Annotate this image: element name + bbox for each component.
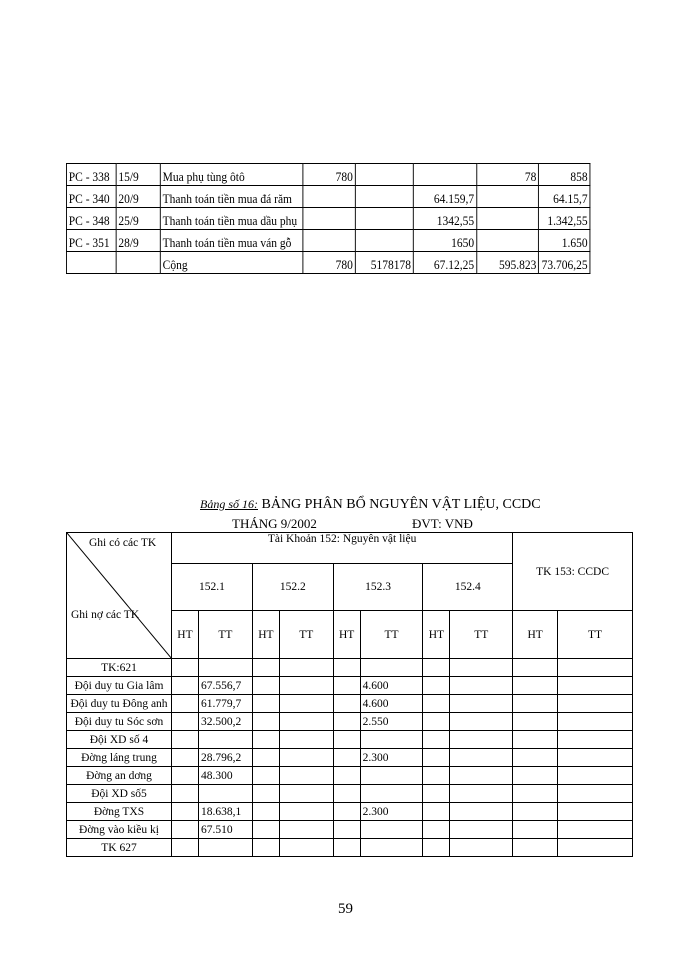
- row-label: TK 627: [67, 839, 172, 857]
- empty-cell: [450, 677, 513, 695]
- ledger-cell-c1: [303, 186, 355, 208]
- allocation-row: [67, 785, 633, 803]
- empty-cell: [279, 695, 333, 713]
- empty-cell: [558, 839, 633, 857]
- ledger-cell-code: PC - 340: [66, 186, 116, 208]
- ledger-table: [66, 163, 590, 274]
- empty-cell: [252, 803, 279, 821]
- cell-152-3-tt: [360, 821, 423, 839]
- ledger-row: [66, 186, 589, 208]
- ledger-cell-code: [66, 252, 116, 274]
- ledger-cell-c4: [476, 186, 538, 208]
- ledger-row: [66, 164, 589, 186]
- ledger-cell-c5: 1.342,55: [539, 208, 590, 230]
- empty-cell: [333, 785, 360, 803]
- row-label: Đội duy tu Sóc sơn: [67, 713, 172, 731]
- row-label: Đờng vào kiều kị: [67, 821, 172, 839]
- allocation-row: [67, 803, 633, 821]
- sub-account-header: 152.2: [252, 564, 333, 611]
- ledger-cell-c5: 1.650: [539, 230, 590, 252]
- empty-cell: [450, 785, 513, 803]
- cell-152-1-tt: 18.638,1: [198, 803, 252, 821]
- cell-152-3-tt: [360, 785, 423, 803]
- page-number: 59: [338, 901, 353, 917]
- row-label: Đờng TXS: [67, 803, 172, 821]
- ledger-cell-c2: [355, 186, 413, 208]
- row-label: Đội duy tu Đông anh: [67, 695, 172, 713]
- empty-cell: [333, 677, 360, 695]
- sub-account-header: 152.4: [423, 564, 513, 611]
- empty-cell: [558, 731, 633, 749]
- empty-cell: [450, 767, 513, 785]
- empty-cell: [279, 731, 333, 749]
- empty-cell: [333, 767, 360, 785]
- empty-cell: [279, 749, 333, 767]
- cell-152-3-tt: 2.300: [360, 749, 423, 767]
- empty-cell: [279, 713, 333, 731]
- ledger-cell-date: [116, 252, 160, 274]
- empty-cell: [450, 749, 513, 767]
- col-tt: TT: [360, 611, 423, 659]
- col-tt: TT: [450, 611, 513, 659]
- empty-cell: [423, 785, 450, 803]
- empty-cell: [513, 785, 558, 803]
- ledger-cell-date: 28/9: [116, 230, 160, 252]
- ledger-cell-code: PC - 348: [66, 208, 116, 230]
- ledger-cell-desc: Mua phụ tùng ôtô: [160, 164, 303, 186]
- empty-cell: [252, 839, 279, 857]
- cell-152-3-tt: [360, 839, 423, 857]
- empty-cell: [423, 821, 450, 839]
- ledger-cell-c3: 64.159,7: [413, 186, 476, 208]
- empty-cell: [171, 677, 198, 695]
- ledger-cell-c3: 1342,55: [413, 208, 476, 230]
- empty-cell: [279, 803, 333, 821]
- empty-cell: [513, 713, 558, 731]
- empty-cell: [423, 677, 450, 695]
- empty-cell: [513, 749, 558, 767]
- empty-cell: [333, 749, 360, 767]
- allocation-row: [67, 749, 633, 767]
- empty-cell: [171, 731, 198, 749]
- ledger-row: [66, 252, 589, 274]
- cell-152-1-tt: 48.300: [198, 767, 252, 785]
- empty-cell: [252, 767, 279, 785]
- empty-cell: [171, 803, 198, 821]
- ledger-row: [66, 230, 589, 252]
- allocation-table: [66, 532, 633, 857]
- empty-cell: [450, 713, 513, 731]
- empty-cell: [513, 839, 558, 857]
- ledger-cell-date: 25/9: [116, 208, 160, 230]
- empty-cell: [423, 839, 450, 857]
- empty-cell: [450, 803, 513, 821]
- cell-152-1-tt: [198, 785, 252, 803]
- empty-cell: [333, 659, 360, 677]
- account-152-header: Tài Khoản 152: Nguyên vật liệu: [171, 533, 512, 564]
- empty-cell: [558, 749, 633, 767]
- cell-152-3-tt: 4.600: [360, 677, 423, 695]
- row-label: Đờng láng trung: [67, 749, 172, 767]
- empty-cell: [279, 821, 333, 839]
- empty-cell: [252, 659, 279, 677]
- col-ht: HT: [252, 611, 279, 659]
- allocation-month: THÁNG 9/2002: [232, 516, 317, 531]
- ledger-cell-c5: 73.706,25: [539, 252, 590, 274]
- empty-cell: [333, 713, 360, 731]
- empty-cell: [423, 713, 450, 731]
- col-tt: TT: [198, 611, 252, 659]
- col-tt: TT: [279, 611, 333, 659]
- ledger-row: [66, 208, 589, 230]
- empty-cell: [333, 731, 360, 749]
- ledger-cell-desc: Thanh toán tiền mua ván gỗ: [160, 230, 303, 252]
- allocation-body: [67, 659, 633, 857]
- empty-cell: [558, 677, 633, 695]
- allocation-row: [67, 821, 633, 839]
- empty-cell: [252, 821, 279, 839]
- empty-cell: [252, 785, 279, 803]
- empty-cell: [558, 803, 633, 821]
- empty-cell: [423, 659, 450, 677]
- cell-152-3-tt: 2.300: [360, 803, 423, 821]
- ledger-body: [66, 164, 589, 274]
- empty-cell: [252, 731, 279, 749]
- empty-cell: [513, 767, 558, 785]
- empty-cell: [171, 767, 198, 785]
- empty-cell: [450, 695, 513, 713]
- empty-cell: [171, 659, 198, 677]
- empty-cell: [513, 659, 558, 677]
- ledger-cell-c2: [355, 230, 413, 252]
- empty-cell: [558, 659, 633, 677]
- empty-cell: [423, 695, 450, 713]
- empty-cell: [450, 821, 513, 839]
- table-caption: Bảng số 16:: [200, 497, 258, 511]
- empty-cell: [279, 677, 333, 695]
- ledger-cell-c1: [303, 208, 355, 230]
- allocation-row: [67, 767, 633, 785]
- ledger-cell-c4: [476, 230, 538, 252]
- empty-cell: [171, 839, 198, 857]
- cell-152-1-tt: 28.796,2: [198, 749, 252, 767]
- ledger-cell-c4: [476, 208, 538, 230]
- cell-152-3-tt: [360, 659, 423, 677]
- empty-cell: [450, 659, 513, 677]
- col-ht: HT: [333, 611, 360, 659]
- allocation-row: [67, 731, 633, 749]
- empty-cell: [171, 749, 198, 767]
- col-tt: TT: [558, 611, 633, 659]
- allocation-row: [67, 695, 633, 713]
- cell-152-3-tt: 4.600: [360, 695, 423, 713]
- cell-152-1-tt: 67.556,7: [198, 677, 252, 695]
- cell-152-1-tt: 67.510: [198, 821, 252, 839]
- ledger-cell-c2: [355, 164, 413, 186]
- ledger-cell-c5: 858: [539, 164, 590, 186]
- ledger-cell-c3: [413, 164, 476, 186]
- cell-152-1-tt: [198, 731, 252, 749]
- allocation-row: [67, 659, 633, 677]
- empty-cell: [279, 767, 333, 785]
- empty-cell: [252, 695, 279, 713]
- cell-152-1-tt: 32.500,2: [198, 713, 252, 731]
- empty-cell: [558, 785, 633, 803]
- ledger-cell-c4: 595.823: [476, 252, 538, 274]
- cell-152-3-tt: 2.550: [360, 713, 423, 731]
- ledger-cell-c3: 1650: [413, 230, 476, 252]
- empty-cell: [252, 749, 279, 767]
- empty-cell: [333, 839, 360, 857]
- row-label: Đờng an dơng: [67, 767, 172, 785]
- empty-cell: [171, 695, 198, 713]
- corner-debit-label: Ghi nợ các TK: [71, 609, 140, 621]
- corner-credit-label: Ghi có các TK: [89, 537, 157, 549]
- cell-152-3-tt: [360, 767, 423, 785]
- cell-152-1-tt: 61.779,7: [198, 695, 252, 713]
- ledger-cell-c4: 78: [476, 164, 538, 186]
- empty-cell: [558, 767, 633, 785]
- row-label: Đội duy tu Gia lâm: [67, 677, 172, 695]
- ledger-cell-c1: 780: [303, 252, 355, 274]
- empty-cell: [558, 713, 633, 731]
- empty-cell: [450, 731, 513, 749]
- empty-cell: [252, 713, 279, 731]
- empty-cell: [513, 695, 558, 713]
- account-153-header: TK 153: CCDC: [513, 533, 633, 611]
- empty-cell: [423, 767, 450, 785]
- col-ht: HT: [513, 611, 558, 659]
- col-ht: HT: [423, 611, 450, 659]
- sub-account-header: 152.3: [333, 564, 423, 611]
- allocation-row: [67, 839, 633, 857]
- ledger-cell-c3: 67.12,25: [413, 252, 476, 274]
- empty-cell: [171, 821, 198, 839]
- row-label: Đội XD số5: [67, 785, 172, 803]
- empty-cell: [171, 713, 198, 731]
- empty-cell: [333, 803, 360, 821]
- empty-cell: [423, 803, 450, 821]
- row-label: TK:621: [67, 659, 172, 677]
- corner-diagonal-line: [67, 533, 172, 659]
- cell-152-3-tt: [360, 731, 423, 749]
- ledger-cell-desc: Cộng: [160, 252, 303, 274]
- ledger-cell-desc: Thanh toán tiền mua đá răm: [160, 186, 303, 208]
- empty-cell: [279, 785, 333, 803]
- allocation-row: [67, 713, 633, 731]
- ledger-cell-c2: [355, 208, 413, 230]
- empty-cell: [333, 821, 360, 839]
- ledger-cell-c5: 64.15,7: [539, 186, 590, 208]
- empty-cell: [252, 677, 279, 695]
- empty-cell: [558, 821, 633, 839]
- empty-cell: [423, 731, 450, 749]
- table-title: BẢNG PHÂN BỔ NGUYÊN VẬT LIỆU, CCDC: [258, 497, 541, 512]
- ledger-cell-date: 20/9: [116, 186, 160, 208]
- ledger-cell-date: 15/9: [116, 164, 160, 186]
- cell-152-1-tt: [198, 839, 252, 857]
- empty-cell: [513, 731, 558, 749]
- col-ht: HT: [171, 611, 198, 659]
- ledger-cell-code: PC - 338: [66, 164, 116, 186]
- sub-account-header: 152.1: [171, 564, 252, 611]
- ledger-cell-c1: [303, 230, 355, 252]
- ledger-cell-c1: 780: [303, 164, 355, 186]
- empty-cell: [423, 749, 450, 767]
- empty-cell: [171, 785, 198, 803]
- ledger-cell-c2: 5178178: [355, 252, 413, 274]
- empty-cell: [513, 821, 558, 839]
- row-label: Đội XD số 4: [67, 731, 172, 749]
- empty-cell: [558, 695, 633, 713]
- ledger-cell-desc: Thanh toán tiền mua dầu phụ: [160, 208, 303, 230]
- empty-cell: [513, 677, 558, 695]
- allocation-row: [67, 677, 633, 695]
- empty-cell: [279, 659, 333, 677]
- ledger-cell-code: PC - 351: [66, 230, 116, 252]
- empty-cell: [513, 803, 558, 821]
- header-corner-cell: [67, 533, 172, 659]
- cell-152-1-tt: [198, 659, 252, 677]
- empty-cell: [450, 839, 513, 857]
- empty-cell: [279, 839, 333, 857]
- empty-cell: [333, 695, 360, 713]
- allocation-unit: ĐVT: VNĐ: [412, 516, 473, 531]
- allocation-title: [200, 497, 541, 513]
